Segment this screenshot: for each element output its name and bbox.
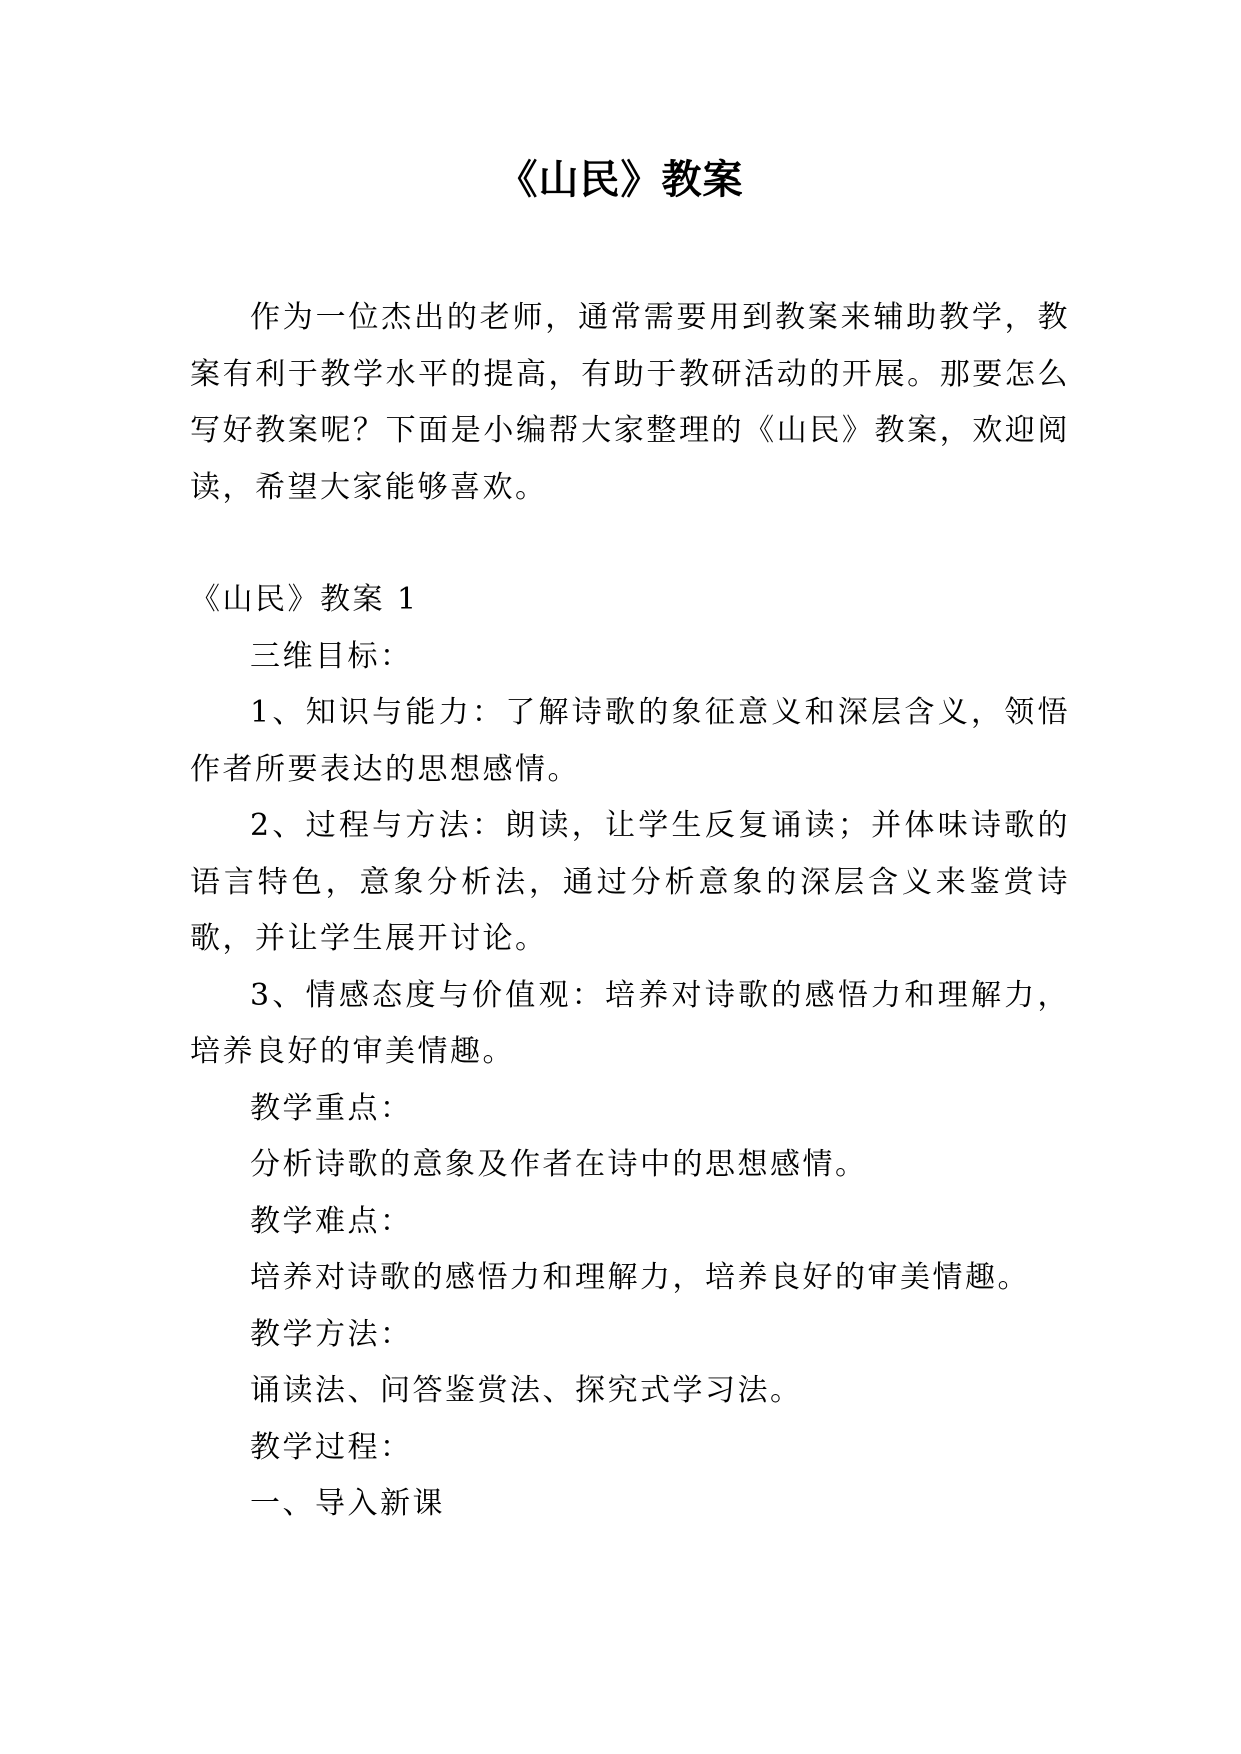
key-point-heading: 教学重点： <box>250 1090 413 1126</box>
goal-process: 2、过程与方法：朗读，让学生反复诵读；并体味诗歌的语言特色，意象分析法，通过分析意象的深层含义来鉴赏诗歌，并让学生展开讨论。 <box>190 808 1070 956</box>
difficulty-heading: 教学难点： <box>250 1203 413 1239</box>
method-heading: 教学方法： <box>250 1316 413 1352</box>
process-heading: 教学过程： <box>250 1429 413 1465</box>
method-text: 诵读法、问答鉴赏法、探究式学习法。 <box>250 1373 803 1408</box>
intro-paragraph: 作为一位杰出的老师，通常需要用到教案来辅助教学，教案有利于教学水平的提高，有助于教研活动的开展。那要怎么写好教案呢？下面是小编帮大家整理的《山民》教案，欢迎阅读，希望大家能够喜欢。 <box>190 300 1070 505</box>
process-step-1: 一、导入新课 <box>250 1486 445 1521</box>
goal-knowledge: 1、知识与能力：了解诗歌的象征意义和深层含义，领悟作者所要表达的思想感情。 <box>190 695 1070 787</box>
key-point-text: 分析诗歌的意象及作者在诗中的思想感情。 <box>250 1147 868 1182</box>
document-body <box>190 290 1070 1533</box>
difficulty-text: 培养对诗歌的感悟力和理解力，培养良好的审美情趣。 <box>250 1260 1030 1295</box>
section-heading: 《山民》教案 1 <box>190 582 419 617</box>
goal-emotion: 3、情感态度与价值观：培养对诗歌的感悟力和理解力，培养良好的审美情趣。 <box>190 977 1070 1069</box>
document-title: 《山民》教案 <box>497 157 744 203</box>
goals-heading: 三维目标： <box>250 638 413 674</box>
